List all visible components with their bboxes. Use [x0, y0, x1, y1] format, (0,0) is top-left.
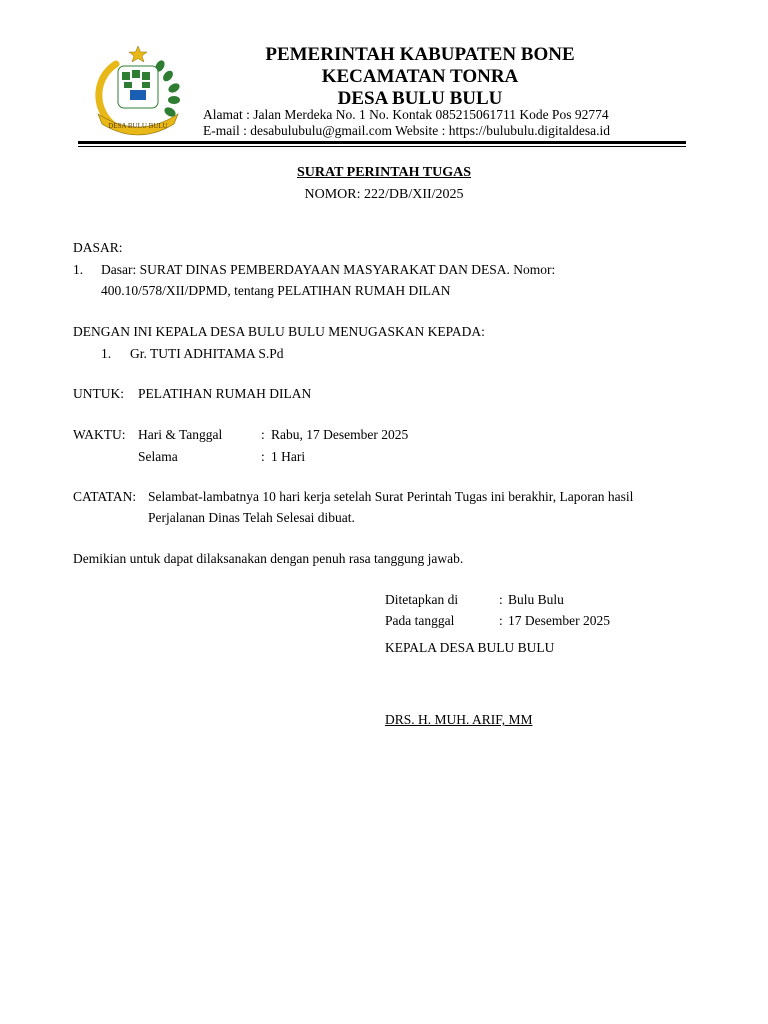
catatan-label: CATATAN: [73, 489, 137, 504]
waktu-day-date-sep: : [261, 427, 265, 442]
village-emblem-logo [86, 44, 190, 136]
letterhead-address: Alamat : Jalan Merdeka No. 1 No. Kontak 085215061711 Kode Pos 92774 [203, 107, 609, 122]
emblem-blue-book [130, 90, 146, 100]
signature-place-value: Bulu Bulu [508, 592, 564, 607]
signature-date-value: 17 Desember 2025 [508, 613, 610, 628]
document-number: NOMOR: 222/DB/XII/2025 [304, 187, 464, 202]
letterhead-village: DESA BULU BULU [337, 88, 503, 109]
letterhead-rule-thick [78, 141, 686, 144]
emblem-ribbon-text: DESA BULU BULU [108, 122, 168, 130]
waktu-day-date-value: Rabu, 17 Desember 2025 [271, 427, 409, 442]
dasar-item-line2: 400.10/578/XII/DPMD, tentang PELATIHAN RUMAH DILAN [101, 283, 451, 298]
dasar-item-line1: Dasar: SURAT DINAS PEMBERDAYAAN MASYARAKAT DAN DESA. Nomor: [101, 262, 556, 277]
signature-place-sep: : [499, 592, 503, 607]
assignment-intro: DENGAN INI KEPALA DESA BULU BULU MENUGASKAN KEPADA: [73, 324, 485, 339]
untuk-value: PELATIHAN RUMAH DILAN [138, 386, 312, 401]
letterhead-government: PEMERINTAH KABUPATEN BONE [265, 44, 575, 65]
waktu-duration-sep: : [261, 449, 265, 464]
waktu-day-date-key: Hari & Tanggal [138, 427, 223, 442]
untuk-label: UNTUK: [73, 386, 124, 401]
emblem-wreath-left [99, 64, 116, 124]
signature-date-label: Pada tanggal [385, 613, 455, 628]
letterhead-contact: E-mail : desabulubulu@gmail.com Website : https://bulubulu.digitaldesa.id [203, 123, 611, 138]
dasar-item-number: 1. [73, 262, 84, 277]
letterhead-rule-thin [78, 146, 686, 147]
signature-place-label: Ditetapkan di [385, 592, 459, 607]
waktu-duration-key: Selama [138, 449, 178, 464]
catatan-line1: Selambat-lambatnya 10 hari kerja setelah Surat Perintah Tugas ini berakhir, Laporan hasil [148, 489, 634, 504]
document-title: SURAT PERINTAH TUGAS [296, 165, 471, 180]
letterhead-district: KECAMATAN TONRA [321, 66, 519, 87]
signature-name: DRS. H. MUH. ARIF, MM [385, 712, 533, 727]
waktu-duration-value: 1 Hari [271, 449, 306, 464]
assignee-number: 1. [101, 346, 112, 361]
signature-date-sep: : [499, 613, 503, 628]
closing-statement: Demikian untuk dapat dilaksanakan dengan penuh rasa tanggung jawab. [73, 551, 464, 566]
assignee-name: Gr. TUTI ADHITAMA S.Pd [130, 346, 284, 361]
dasar-label: DASAR: [73, 240, 123, 255]
emblem-star [129, 46, 147, 62]
waktu-label: WAKTU: [73, 427, 126, 442]
catatan-line2: Perjalanan Dinas Telah Selesai dibuat. [148, 510, 355, 525]
signature-position: KEPALA DESA BULU BULU [385, 640, 555, 655]
